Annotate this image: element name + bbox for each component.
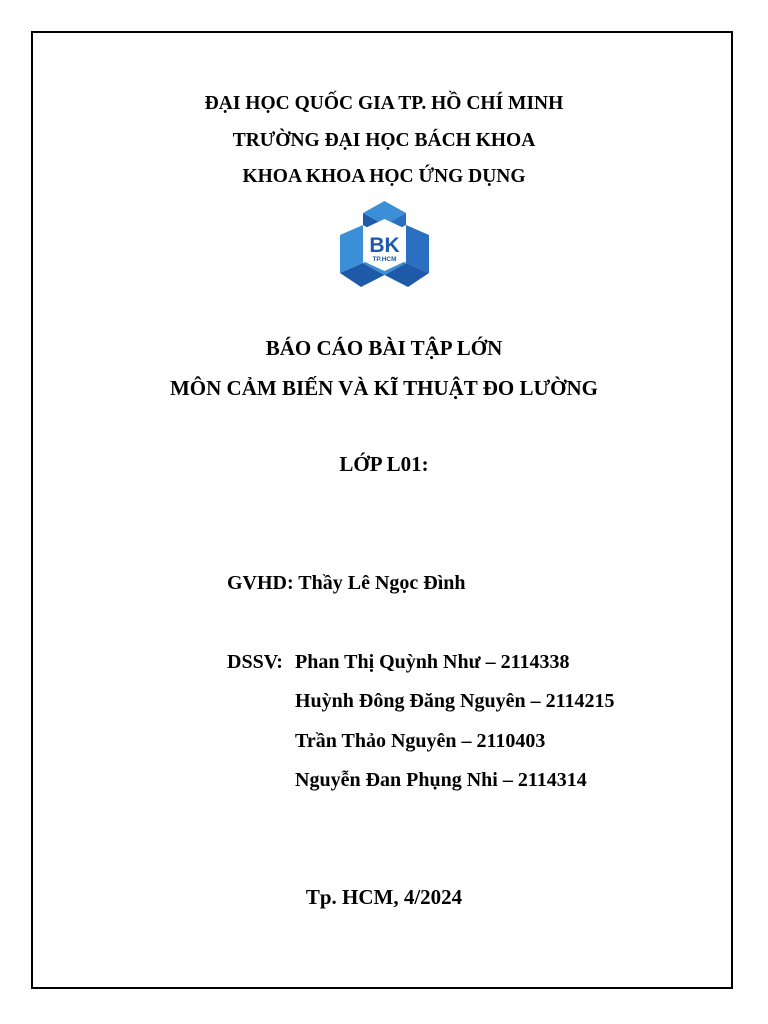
place-date: Tp. HCM, 4/2024 xyxy=(305,885,463,909)
class-label: LỚP L01: xyxy=(339,452,429,476)
student-4: Nguyễn Đan Phụng Nhi – 2114314 xyxy=(295,769,587,791)
logo-text-main: BK xyxy=(369,234,400,257)
student-3: Trần Thảo Nguyên – 2110403 xyxy=(295,730,546,752)
course-name: MÔN CẢM BIẾN VÀ KĨ THUẬT ĐO LƯỜNG xyxy=(169,376,598,400)
bk-logo xyxy=(340,201,429,287)
student-1: Phan Thị Quỳnh Như – 2114338 xyxy=(295,651,570,673)
faculty-name: KHOA KHOA HỌC ỨNG DỤNG xyxy=(242,166,526,187)
report-title: BÁO CÁO BÀI TẬP LỚN xyxy=(265,336,503,360)
advisor: GVHD: Thầy Lê Ngọc Đình xyxy=(227,572,466,594)
student-2: Huỳnh Đông Đăng Nguyên – 2114215 xyxy=(295,690,615,712)
school-name: TRƯỜNG ĐẠI HỌC BÁCH KHOA xyxy=(232,130,536,151)
students-label: DSSV: xyxy=(227,651,283,673)
logo-text-sub: TP.HCM xyxy=(372,256,397,263)
university-name: ĐẠI HỌC QUỐC GIA TP. HỒ CHÍ MINH xyxy=(204,93,564,114)
